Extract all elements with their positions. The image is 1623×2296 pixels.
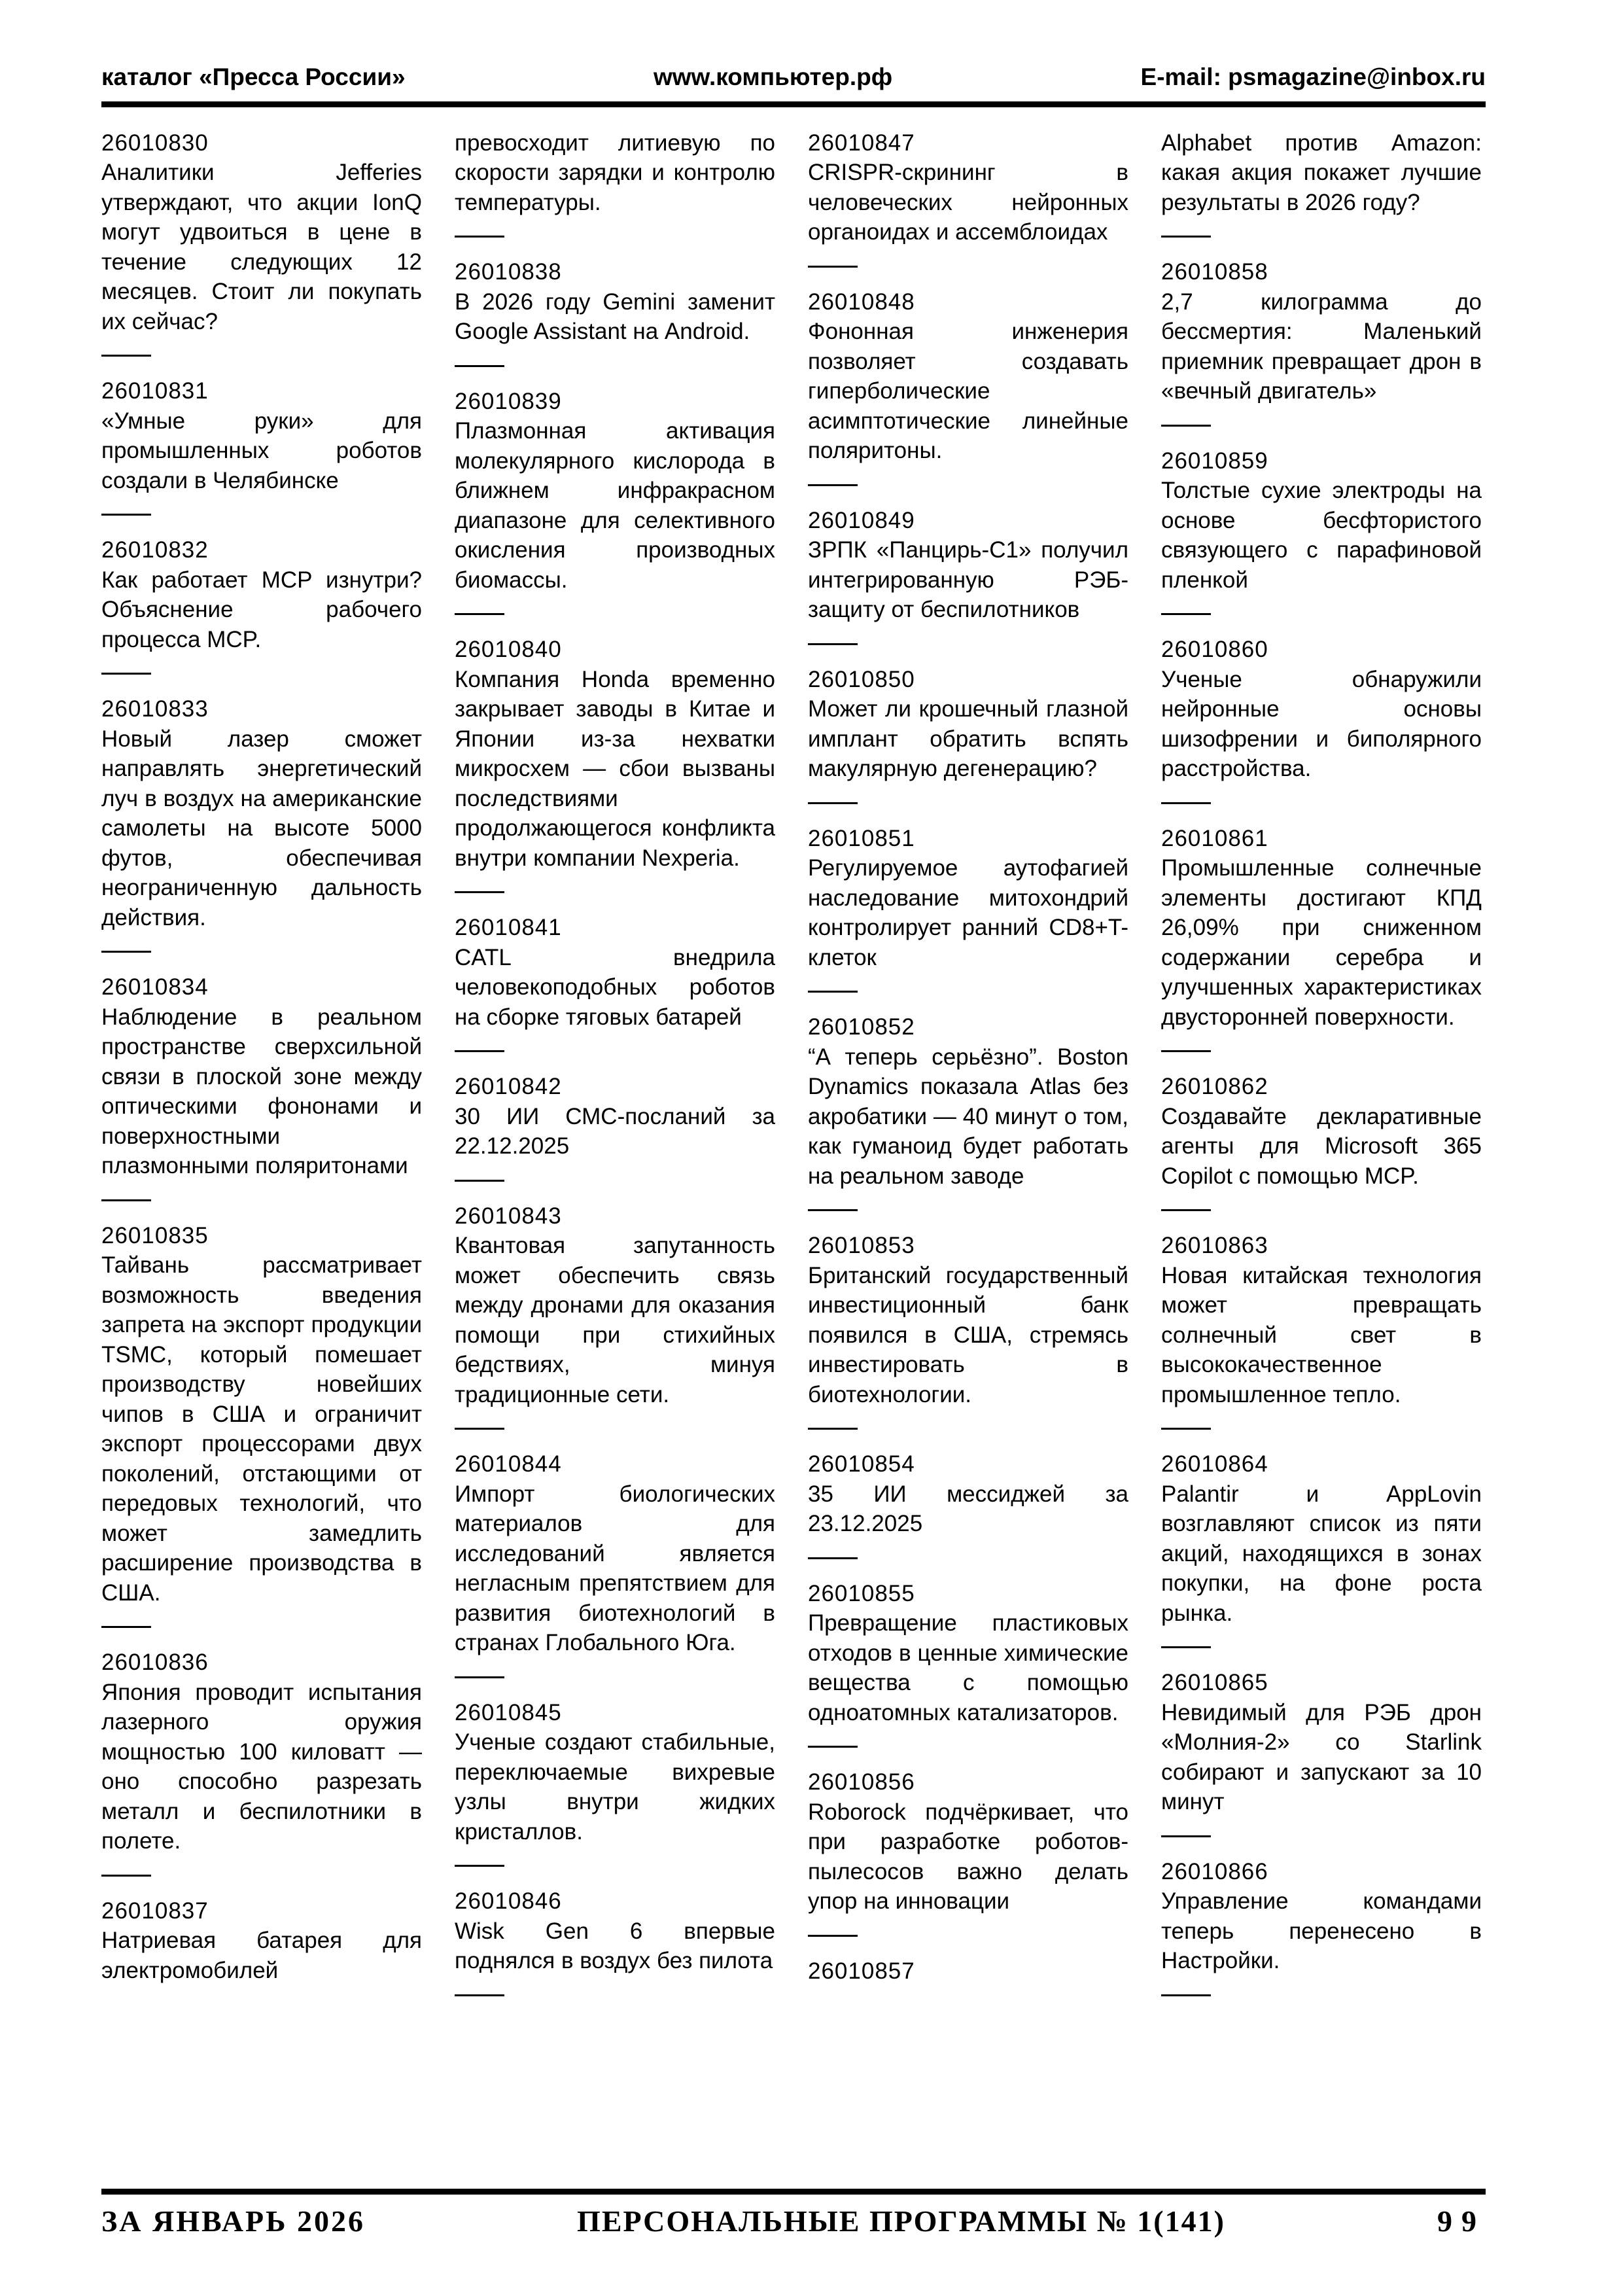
page-number: 99	[1437, 2204, 1486, 2238]
entry-separator	[101, 673, 151, 675]
catalog-entry	[101, 1221, 422, 1629]
entry-number: 26010850	[808, 666, 915, 692]
catalog-entry	[101, 1648, 422, 1877]
issue-period: ЗА ЯНВАРЬ 2026	[101, 2204, 366, 2238]
entry-title: CATL внедрила человекоподобных роботов на сборке тяговых батарей	[455, 944, 775, 1030]
page-header	[101, 0, 1486, 91]
entry-number: 26010856	[808, 1769, 915, 1795]
catalog-entry	[101, 376, 422, 516]
entry-separator	[101, 1875, 151, 1877]
catalog-entry	[101, 128, 422, 357]
entry-number: 26010863	[1161, 1233, 1268, 1259]
catalog-entry	[1161, 257, 1482, 427]
entry-separator	[1161, 236, 1211, 238]
catalog-column	[808, 128, 1128, 2189]
catalog-entry	[1161, 1668, 1482, 1837]
entry-title: Может ли крошечный глазной имплант обратить вспять макулярную дегенерацию?	[808, 696, 1128, 782]
entry-separator	[808, 266, 858, 268]
entry-number: 26010865	[1161, 1670, 1268, 1696]
entry-title: «Умные руки» для промышленных роботов создали в Челябинске	[101, 408, 422, 493]
entry-title: Британский государственный инвестиционный банк появился в США, стремясь инвестировать в биотехнологии.	[808, 1262, 1128, 1407]
page-footer	[101, 2195, 1486, 2296]
entry-separator	[808, 1935, 858, 1937]
catalog-entry	[455, 1886, 775, 1996]
entry-title: 2,7 килограмма до бессмертия: Маленький приемник превращает дрон в «вечный двигатель»	[1161, 289, 1482, 404]
entry-number: 26010830	[101, 130, 209, 156]
entry-number: 26010866	[1161, 1858, 1268, 1884]
entry-separator	[101, 355, 151, 357]
entry-separator	[808, 484, 858, 486]
entry-separator	[808, 802, 858, 804]
catalog-entry	[808, 665, 1128, 804]
entry-number: 26010849	[808, 507, 915, 533]
catalog-name: каталог «Пресса России»	[101, 63, 406, 90]
entry-number: 26010832	[101, 537, 209, 563]
entry-title: Компания Honda временно закрывает заводы в Китае и Японии из-за нехватки микросхем — сбои вызваны последствиями продолжающегося конфликта внутри компании Nexperia.	[455, 666, 775, 871]
entry-title: В 2026 году Gemini заменит Google Assistant на Android.	[455, 289, 775, 345]
catalog-entry	[1161, 1857, 1482, 1996]
entry-number: 26010855	[808, 1580, 915, 1606]
entry-number: 26010864	[1161, 1451, 1268, 1477]
website-url: www.компьютер.рф	[653, 63, 893, 90]
entry-title: Управление командами теперь перенесено в Настройки.	[1161, 1888, 1482, 1974]
catalog-entry	[808, 128, 1128, 268]
catalog-column	[101, 128, 422, 2189]
entry-number: 26010836	[101, 1650, 209, 1676]
entry-number: 26010859	[1161, 448, 1268, 474]
entry-number: 26010848	[808, 289, 915, 315]
entry-separator	[101, 951, 151, 953]
catalog-entry	[101, 694, 422, 953]
entry-separator	[1161, 613, 1211, 615]
catalog-entry	[455, 387, 775, 616]
entry-separator	[455, 891, 504, 893]
entry-number: 26010853	[808, 1233, 915, 1259]
entry-title: Япония проводит испытания лазерного оружия мощностью 100 киловатт — оно способно разрезать металл и беспилотники в полете.	[101, 1679, 422, 1854]
entry-number: 26010862	[1161, 1074, 1268, 1100]
entry-number: 26010835	[101, 1222, 209, 1248]
entry-separator	[455, 1050, 504, 1052]
entry-title: Фононная инженерия позволяет создавать гиперболические асимптотические линейные поляритоны.	[808, 319, 1128, 464]
entry-separator	[1161, 1209, 1211, 1211]
entry-number: 26010833	[101, 696, 209, 722]
entry-title: Новый лазер сможет направлять энергетический луч в воздух на американские самолеты на высоте 5000 футов, обеспечивая неограниченную дальность действия.	[101, 726, 422, 930]
entry-number: 26010844	[455, 1451, 562, 1477]
entry-separator	[455, 1994, 504, 1996]
entry-title: 35 ИИ мессиджей за 23.12.2025	[808, 1481, 1128, 1537]
catalog-entry	[455, 1449, 775, 1678]
catalog-entry	[808, 1231, 1128, 1430]
catalog-entry	[1161, 128, 1482, 238]
entry-title: Создавайте декларативные агенты для Microsoft 365 Copilot с помощью MCP.	[1161, 1103, 1482, 1189]
entry-number: 26010861	[1161, 825, 1268, 851]
entry-separator	[455, 1180, 504, 1182]
entry-title: Толстые сухие электроды на основе бесфтористого связующего с парафиновой пленкой	[1161, 478, 1482, 593]
entry-title: Ученые создают стабильные, переключаемые вихревые узлы внутри жидких кристаллов.	[455, 1729, 775, 1845]
catalog-entry	[101, 1896, 422, 1986]
catalog-entry	[455, 1201, 775, 1430]
entry-title: Импорт биологических материалов для исследований является негласным препятствием для развития биотехнологий в странах Глобального Юга.	[455, 1481, 775, 1656]
entry-separator	[101, 514, 151, 516]
entry-separator	[455, 1676, 504, 1678]
entry-separator	[455, 1428, 504, 1430]
entry-separator	[1161, 1994, 1211, 1996]
entry-number: 26010857	[808, 1958, 915, 1984]
catalog-entry	[455, 257, 775, 367]
entry-title: Натриевая батарея для электромобилей	[101, 1928, 422, 1983]
catalog-entry	[101, 972, 422, 1201]
entry-separator	[1161, 425, 1211, 427]
entry-number: 26010854	[808, 1451, 915, 1477]
catalog-columns	[101, 107, 1486, 2189]
entry-title: ЗРПК «Панцирь-С1» получил интегрированную РЭБ-защиту от беспилотников	[808, 537, 1128, 623]
entry-separator	[808, 1557, 858, 1559]
entry-separator	[808, 1746, 858, 1748]
entry-title: Невидимый для РЭБ дрон «Молния-2» со Starlink собирают и запускают за 10 минут	[1161, 1699, 1482, 1815]
email-address: E-mail: psmagazine@inbox.ru	[1140, 63, 1486, 90]
entry-number: 26010846	[455, 1888, 562, 1915]
entry-title: Alphabet против Amazon: какая акция покажет лучшие результаты в 2026 году?	[1161, 130, 1482, 215]
entry-number: 26010839	[455, 388, 562, 414]
entry-number: 26010843	[455, 1203, 562, 1229]
entry-title: “А теперь серьёзно”. Boston Dynamics показала Atlas без акробатики — 40 минут о том, как гуманоид будет работать на реальном заводе	[808, 1044, 1128, 1189]
entry-title: Тайвань рассматривает возможность введения запрета на экспорт продукции TSMC, который помешает производству новейших чипов в США и ограничит экспорт процессорами двух поколений, отстающими от передовых технологий, что может замедлить расширение производства в США.	[101, 1252, 422, 1606]
catalog-entry	[808, 1956, 1128, 1987]
catalog-entry	[808, 824, 1128, 993]
catalog-entry	[1161, 1231, 1482, 1430]
entry-number: 26010841	[455, 915, 562, 941]
entry-title: Ученые обнаружили нейронные основы шизофрении и биполярного расстройства.	[1161, 666, 1482, 782]
entry-separator	[808, 991, 858, 993]
entry-separator	[1161, 1050, 1211, 1052]
publication-title: ПЕРСОНАЛЬНЫЕ ПРОГРАММЫ № 1(141)	[577, 2204, 1225, 2238]
catalog-entry	[808, 1579, 1128, 1748]
catalog-entry	[455, 128, 775, 238]
entry-title: превосходит литиевую по скорости зарядки и контролю температуры.	[455, 130, 775, 215]
footer-rule	[101, 2189, 1486, 2195]
entry-title: CRISPR-скрининг в человеческих нейронных органоидах и ассемблоидах	[808, 160, 1128, 245]
header-rule	[101, 101, 1486, 107]
entry-title: Аналитики Jefferies утверждают, что акции IonQ могут удвоиться в цене в течение следующих 12 месяцев. Стоит ли покупать их сейчас?	[101, 160, 422, 334]
entry-number: 26010847	[808, 130, 915, 156]
entry-separator	[455, 1865, 504, 1867]
entry-number: 26010838	[455, 259, 562, 285]
entry-separator	[455, 365, 504, 367]
catalog-entry	[808, 506, 1128, 645]
catalog-entry	[1161, 824, 1482, 1053]
entry-separator	[808, 643, 858, 645]
entry-number: 26010851	[808, 825, 915, 851]
entry-title: Как работает MCP изнутри? Объяснение рабочего процесса MCP.	[101, 567, 422, 652]
catalog-column	[1161, 128, 1482, 2189]
entry-title: Palantir и AppLovin возглавляют список из пяти акций, находящихся в зонах покупки, на фоне роста рынка.	[1161, 1481, 1482, 1626]
entry-title: Регулируемое аутофагией наследование митохондрий контролирует ранний CD8+T-клеток	[808, 855, 1128, 970]
entry-separator	[1161, 802, 1211, 804]
catalog-entry	[808, 1012, 1128, 1211]
entry-separator	[455, 613, 504, 615]
entry-number: 26010858	[1161, 259, 1268, 285]
entry-number: 26010845	[455, 1699, 562, 1725]
entry-number: 26010834	[101, 974, 209, 1000]
entry-separator	[1161, 1646, 1211, 1648]
entry-separator	[101, 1199, 151, 1201]
catalog-entry	[455, 1072, 775, 1182]
entry-number: 26010837	[101, 1898, 209, 1924]
catalog-entry	[1161, 446, 1482, 616]
entry-number: 26010852	[808, 1014, 915, 1040]
entry-title: Новая китайская технология может превращать солнечный свет в высококачественное промышленное тепло.	[1161, 1262, 1482, 1407]
catalog-entry	[1161, 1072, 1482, 1211]
entry-separator	[101, 1626, 151, 1628]
entry-title: Roborock подчёркивает, что при разработке роботов-пылесосов важно делать упор на инновации	[808, 1799, 1128, 1915]
entry-title: Квантовая запутанность может обеспечить связь между дронами для оказания помощи при стихийных бедствиях, минуя традиционные сети.	[455, 1233, 775, 1407]
entry-separator	[808, 1428, 858, 1430]
catalog-entry	[1161, 635, 1482, 804]
catalog-entry	[808, 1767, 1128, 1937]
catalog-entry	[1161, 1449, 1482, 1648]
entry-title: Плазмонная активация молекулярного кислорода в ближнем инфракрасном диапазоне для селективного окисления производных биомассы.	[455, 418, 775, 593]
entry-number: 26010842	[455, 1074, 562, 1100]
entry-separator	[1161, 1428, 1211, 1430]
catalog-entry	[101, 535, 422, 675]
entry-separator	[808, 1209, 858, 1211]
entry-number: 26010840	[455, 637, 562, 663]
entry-number: 26010860	[1161, 637, 1268, 663]
catalog-entry	[808, 1449, 1128, 1559]
entry-title: Наблюдение в реальном пространстве сверхсильной связи в плоской зоне между оптическими фононами и поверхностными плазмонными поляритонами	[101, 1004, 422, 1179]
catalog-entry	[455, 635, 775, 893]
catalog-column	[455, 128, 775, 2189]
entry-title: Промышленные солнечные элементы достигают КПД 26,09% при сниженном содержании серебра и улучшенных характеристиках двусторонней поверхности.	[1161, 855, 1482, 1030]
entry-title: Превращение пластиковых отходов в ценные химические вещества с помощью одноатомных катализаторов.	[808, 1610, 1128, 1725]
catalog-entry	[455, 913, 775, 1052]
entry-title: 30 ИИ СМС-посланий за 22.12.2025	[455, 1103, 775, 1159]
entry-separator	[1161, 1835, 1211, 1837]
entry-title: Wisk Gen 6 впервые поднялся в воздух без пилота	[455, 1918, 775, 1974]
entry-separator	[455, 236, 504, 238]
catalog-entry	[455, 1698, 775, 1867]
entry-number: 26010831	[101, 378, 209, 404]
catalog-entry	[808, 287, 1128, 486]
